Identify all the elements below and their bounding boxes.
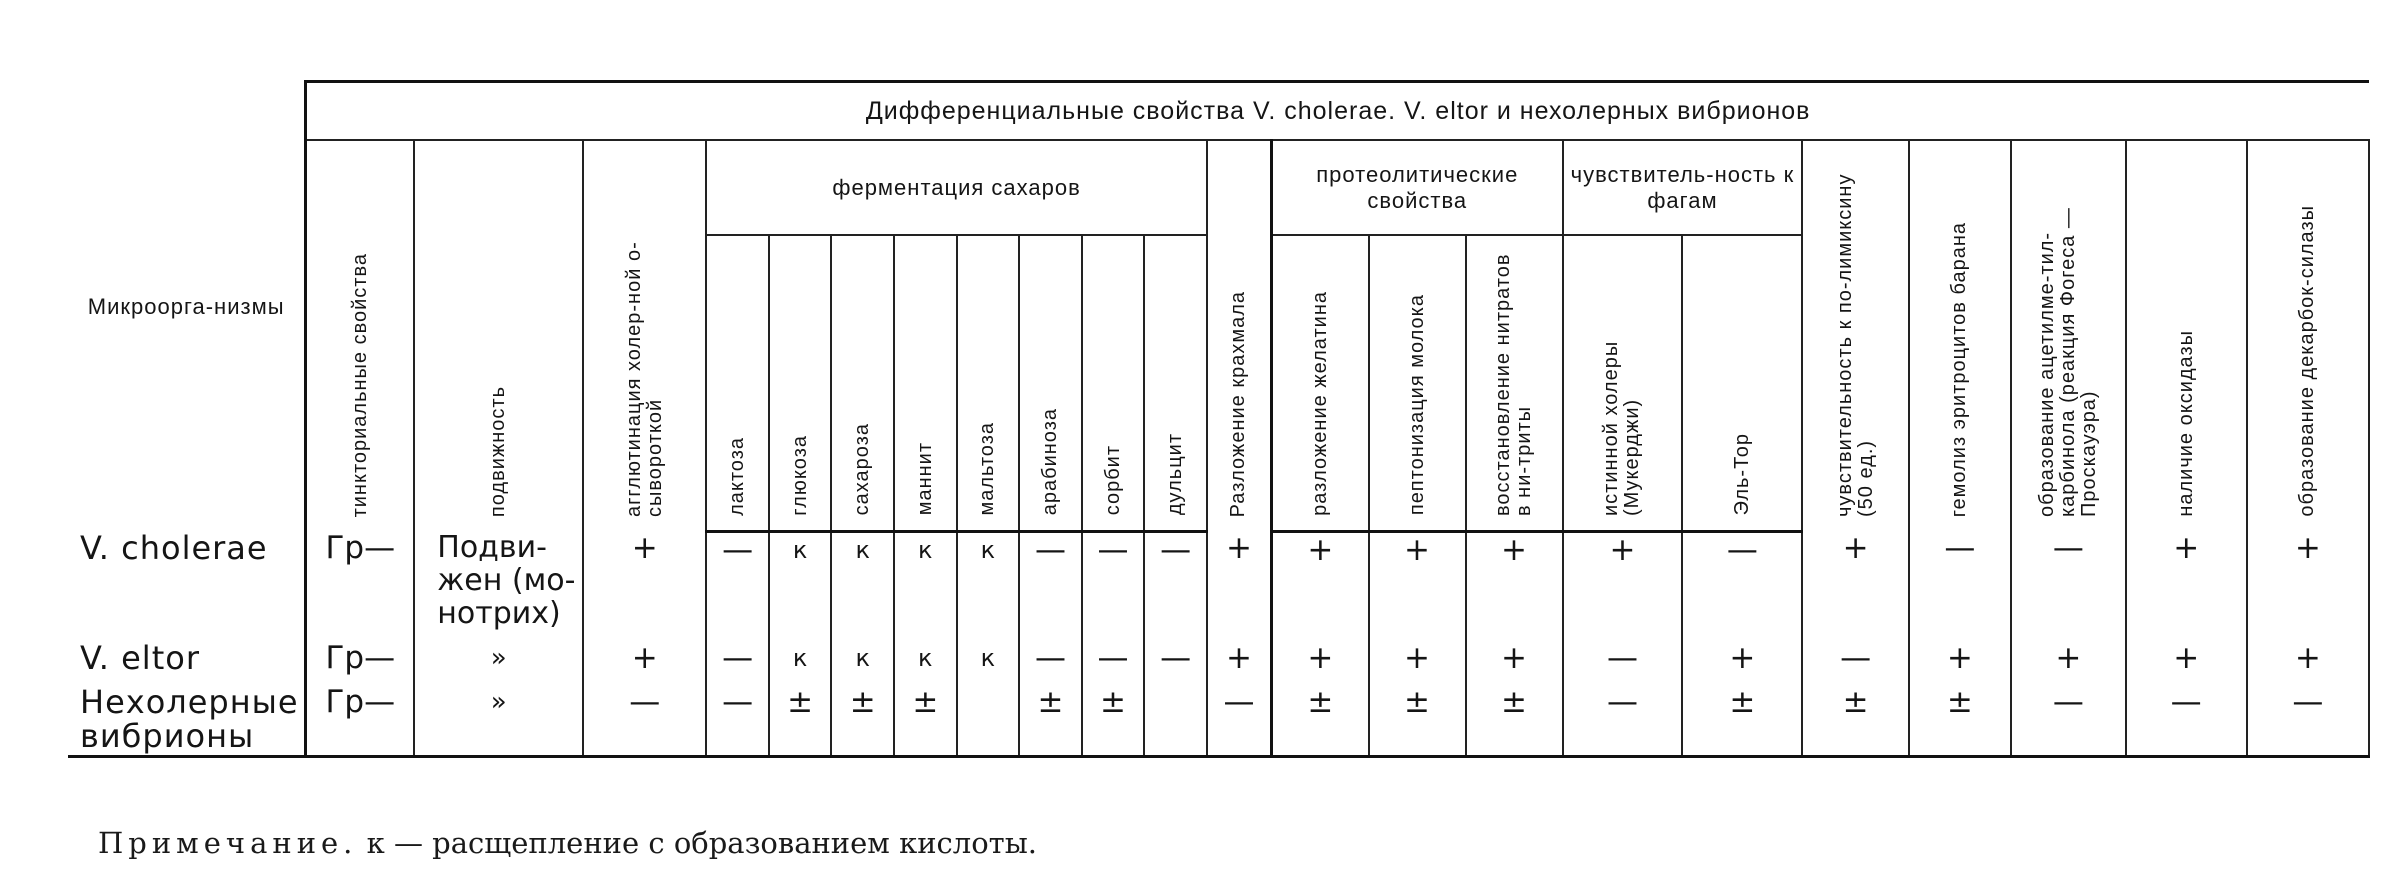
col-milk: [1369, 235, 1466, 531]
col-starch-label: Разложение крахмала: [1227, 290, 1250, 517]
cell-phage-eltor: —: [1682, 531, 1802, 641]
cell-mannitol: к: [894, 531, 957, 641]
cell-motility: »: [414, 685, 583, 757]
cell-dulcitol: —: [1144, 531, 1207, 641]
cell-starch: —: [1207, 685, 1272, 757]
cell-milk: +: [1369, 531, 1466, 641]
cell-dulcitol: —: [1144, 641, 1207, 685]
cell-motility: »: [414, 641, 583, 685]
cell-acetylmethylcarbinol: +: [2011, 641, 2126, 685]
cell-tinctorial: Гр—: [306, 641, 414, 685]
cell-polymyxin: +: [1802, 531, 1908, 641]
col-sorbitol-label: сорбит: [1101, 445, 1124, 516]
col-maltose: [957, 235, 1020, 531]
row-name: V. eltor: [80, 638, 200, 677]
col-phage-cholera: [1563, 235, 1683, 531]
cell-sucrose: к: [831, 641, 894, 685]
cell-starch: +: [1207, 531, 1272, 641]
cell-dulcitol: [1144, 685, 1207, 757]
col-acetylmethylcarbinol: [2011, 140, 2126, 531]
cell-sucrose: ±: [831, 685, 894, 757]
cell-decarboxylase: +: [2247, 531, 2369, 641]
col-arabinose: [1019, 235, 1082, 531]
cell-agglutination: +: [583, 641, 706, 685]
col-phage-cholera-label: истинной холеры (Мукерджи): [1600, 340, 1644, 516]
col-dulcitol-label: дульцит: [1164, 433, 1187, 516]
col-hemolysis-label: гемолиз эритроцитов барана: [1948, 221, 1971, 517]
col-mannitol-label: маннит: [913, 442, 936, 516]
cell-decarboxylase: —: [2247, 685, 2369, 757]
col-gelatin-label: разложение желатина: [1308, 290, 1331, 516]
col-sucrose-label: сахароза: [851, 423, 874, 516]
cell-nitrates: +: [1466, 641, 1563, 685]
table-row: [68, 641, 2369, 685]
cell-arabinose: ±: [1019, 685, 1082, 757]
cell-tinctorial: Гр—: [306, 531, 414, 641]
cell-gelatin: ±: [1272, 685, 1369, 757]
cell-arabinose: —: [1019, 531, 1082, 641]
cell-sucrose: к: [831, 531, 894, 641]
cell-milk: ±: [1369, 685, 1466, 757]
cell-sorbitol: ±: [1082, 685, 1145, 757]
cell-milk: +: [1369, 641, 1466, 685]
col-gelatin: [1272, 235, 1369, 531]
col-lactose: [706, 235, 769, 531]
group-fermentation: ферментация сахаров: [706, 140, 1207, 235]
cell-lactose: —: [706, 531, 769, 641]
cell-lactose: —: [706, 641, 769, 685]
cell-acetylmethylcarbinol: —: [2011, 685, 2126, 757]
cell-phage-cholera: —: [1563, 641, 1683, 685]
cell-lactose: —: [706, 685, 769, 757]
row-name: V. cholerae: [80, 529, 268, 567]
col-milk-label: пептонизация молока: [1405, 294, 1428, 516]
cell-mannitol: ±: [894, 685, 957, 757]
stub-header-cell: [68, 82, 306, 532]
table-row: [68, 531, 2369, 641]
cell-acetylmethylcarbinol: —: [2011, 531, 2126, 641]
footnote-text: к — расщепление с образованием кислоты.: [357, 826, 1037, 860]
cell-agglutination: —: [583, 685, 706, 757]
cell-gelatin: +: [1272, 641, 1369, 685]
col-agglutination-label: агглютинация холер-ной о-сывороткой: [622, 241, 666, 517]
cell-glucose: ±: [769, 685, 832, 757]
cell-oxidase: +: [2126, 531, 2247, 641]
group-phage: чувствитель-ность к фагам: [1563, 140, 1803, 235]
col-nitrates: [1466, 235, 1563, 531]
cell-starch: +: [1207, 641, 1272, 685]
cell-maltose: к: [957, 531, 1020, 641]
col-acetylmethylcarbinol-label: образование ацетилме-тил-карбинола (реакция Фогеса — Проскауэра): [2035, 207, 2100, 517]
table-row: [68, 685, 2369, 757]
col-decarboxylase: [2247, 140, 2369, 531]
col-polymyxin-label: чувствительность к по-лимиксину (50 ед.): [1833, 173, 1877, 517]
col-hemolysis: [1909, 140, 2011, 531]
col-nitrates-label: восстановление нитратов в ни-триты: [1492, 253, 1536, 516]
footnote-lead: Примечание.: [98, 826, 358, 860]
col-lactose-label: лактоза: [726, 436, 749, 516]
col-starch: [1207, 140, 1272, 531]
col-polymyxin: [1802, 140, 1908, 531]
cell-hemolysis: ±: [1909, 685, 2011, 757]
table-footnote: [98, 826, 1037, 860]
col-arabinose-label: арабиноза: [1038, 408, 1061, 516]
col-sucrose: [831, 235, 894, 531]
cell-decarboxylase: +: [2247, 641, 2369, 685]
cell-maltose: [957, 685, 1020, 757]
col-glucose: [769, 235, 832, 531]
cell-glucose: к: [769, 531, 832, 641]
cell-sorbitol: —: [1082, 531, 1145, 641]
col-motility-label: подвижность: [487, 385, 510, 517]
cell-oxidase: —: [2126, 685, 2247, 757]
cell-glucose: к: [769, 641, 832, 685]
col-glucose-label: глюкоза: [788, 434, 811, 516]
cell-sorbitol: —: [1082, 641, 1145, 685]
cell-nitrates: +: [1466, 531, 1563, 641]
cell-phage-cholera: —: [1563, 685, 1683, 757]
col-dulcitol: [1144, 235, 1207, 531]
col-maltose-label: мальтоза: [976, 421, 999, 516]
cell-arabinose: —: [1019, 641, 1082, 685]
stub-header: Микроорга-низмы: [87, 293, 285, 319]
cell-hemolysis: +: [1909, 641, 2011, 685]
cell-gelatin: +: [1272, 531, 1369, 641]
cell-phage-cholera: +: [1563, 531, 1683, 641]
cell-nitrates: ±: [1466, 685, 1563, 757]
cell-agglutination: +: [583, 531, 706, 641]
cell-maltose: к: [957, 641, 1020, 685]
row-name: Нехолерные вибрионы: [68, 685, 306, 757]
col-sorbitol: [1082, 235, 1145, 531]
group-proteolytic: протеолитические свойства: [1272, 140, 1563, 235]
col-phage-eltor-label: Эль-Тор: [1730, 433, 1753, 516]
col-phage-eltor: [1682, 235, 1802, 531]
differential-properties-table: [68, 80, 2370, 758]
cell-phage-eltor: ±: [1682, 685, 1802, 757]
col-motility: [414, 140, 583, 531]
cell-hemolysis: —: [1909, 531, 2011, 641]
cell-tinctorial: Гр—: [306, 685, 414, 757]
col-tinctorial: [306, 140, 414, 531]
cell-oxidase: +: [2126, 641, 2247, 685]
cell-polymyxin: —: [1802, 641, 1908, 685]
col-mannitol: [894, 235, 957, 531]
col-oxidase: [2126, 140, 2247, 531]
cell-phage-eltor: +: [1682, 641, 1802, 685]
col-oxidase-label: наличие оксидазы: [2174, 330, 2197, 517]
table-title: Дифференциальные свойства V. cholerae. V. eltor и нехолерных вибрионов: [306, 82, 2369, 141]
cell-motility: Подви-жен (мо-нотрих): [414, 531, 583, 641]
cell-polymyxin: ±: [1802, 685, 1908, 757]
col-agglutination: [583, 140, 706, 531]
col-tinctorial-label: тинкториальные свойства: [348, 252, 371, 517]
cell-mannitol: к: [894, 641, 957, 685]
col-decarboxylase-label: образование декарбок-силазы: [2296, 205, 2319, 517]
